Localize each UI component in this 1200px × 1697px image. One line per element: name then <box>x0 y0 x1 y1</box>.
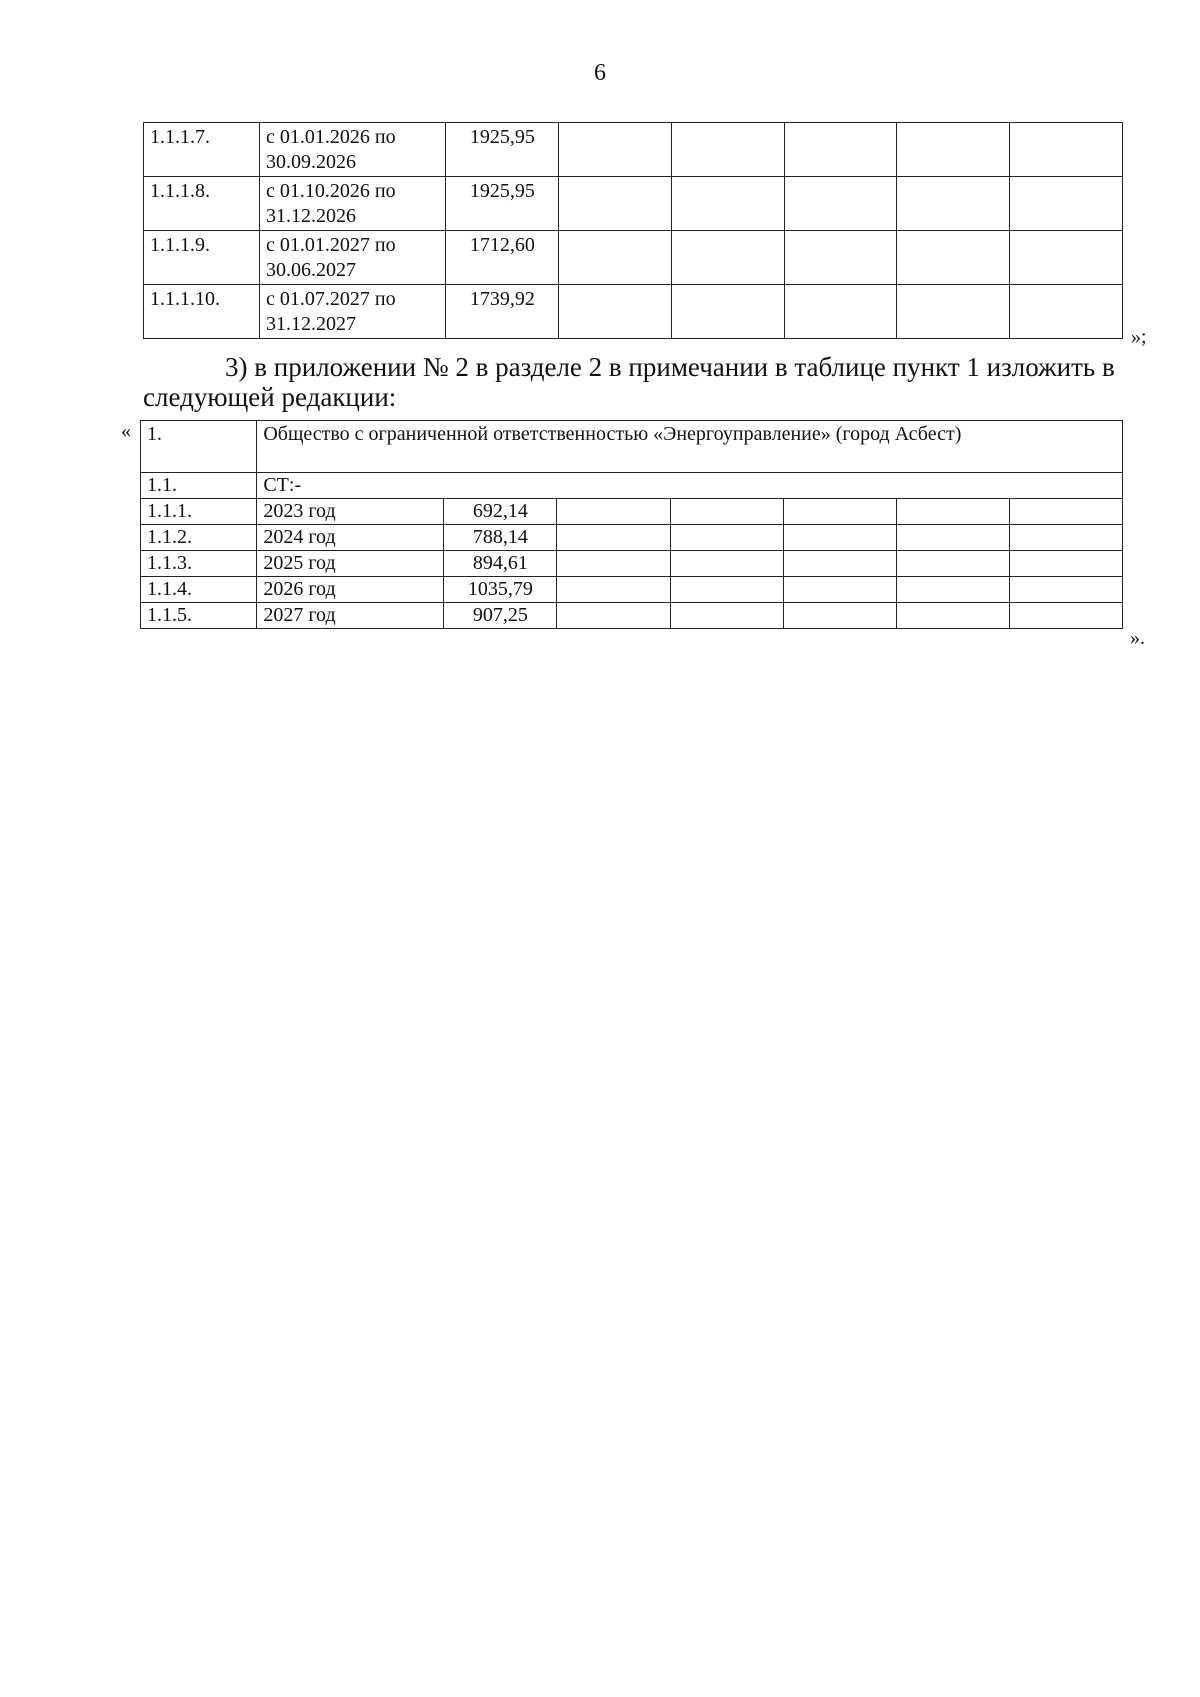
tariff-value: 1925,95 <box>446 177 559 231</box>
empty-cell <box>784 123 897 177</box>
tariff-value: 1739,92 <box>446 285 559 339</box>
empty-cell <box>557 603 670 629</box>
tariff-value: 1712,60 <box>446 231 559 285</box>
empty-cell <box>557 551 670 577</box>
empty-cell <box>559 123 672 177</box>
amendment-paragraph <box>143 352 1163 412</box>
empty-cell <box>559 285 672 339</box>
empty-cell <box>671 285 784 339</box>
empty-cell <box>1009 577 1122 603</box>
empty-cell <box>783 499 896 525</box>
period-start: с 01.10.2026 по <box>266 180 396 202</box>
empty-cell <box>557 525 670 551</box>
empty-cell <box>784 177 897 231</box>
amendment-text: 3) в приложении № 2 в разделе 2 в примечании в таблице пункт 1 изложить в следующей редакции: <box>143 352 1115 412</box>
row-number: 1.1.1.8. <box>144 177 260 231</box>
empty-cell <box>896 525 1009 551</box>
closing-quote-2: ». <box>1130 627 1145 649</box>
table-row <box>144 231 1123 285</box>
empty-cell <box>1009 551 1122 577</box>
tariff-value: 907,25 <box>444 603 557 629</box>
empty-cell <box>670 551 783 577</box>
empty-cell <box>1009 603 1122 629</box>
period-start: с 01.07.2027 по <box>266 288 396 310</box>
empty-cell <box>671 123 784 177</box>
empty-cell <box>1009 499 1122 525</box>
table-row <box>141 551 1123 577</box>
period-cell <box>260 123 446 177</box>
row-number: 1.1.1.10. <box>144 285 260 339</box>
empty-cell <box>897 123 1010 177</box>
empty-cell <box>784 231 897 285</box>
sub-number: 1.1. <box>141 473 257 499</box>
empty-cell <box>559 177 672 231</box>
empty-cell <box>670 603 783 629</box>
period-end: 31.12.2027 <box>266 313 356 335</box>
page-number: 6 <box>594 60 606 86</box>
empty-cell <box>897 177 1010 231</box>
empty-cell <box>784 285 897 339</box>
empty-cell <box>671 177 784 231</box>
tariff-value: 692,14 <box>444 499 557 525</box>
org-name: Общество с ограниченной ответственностью «Энергоуправление» (город Асбест) <box>257 421 1123 473</box>
empty-cell <box>1010 177 1123 231</box>
period-end: 30.09.2026 <box>266 151 356 173</box>
sub-label: СТ:- <box>257 473 1123 499</box>
tariff-value: 1925,95 <box>446 123 559 177</box>
empty-cell <box>896 499 1009 525</box>
table-row <box>144 123 1123 177</box>
empty-cell <box>1009 525 1122 551</box>
table-row <box>141 421 1123 473</box>
empty-cell <box>783 603 896 629</box>
tariff-value: 1035,79 <box>444 577 557 603</box>
closing-quote-1: »; <box>1131 326 1147 348</box>
period-start: с 01.01.2027 по <box>266 234 396 256</box>
tariff-value: 788,14 <box>444 525 557 551</box>
year-cell: 2023 год <box>257 499 444 525</box>
empty-cell <box>897 285 1010 339</box>
empty-cell <box>896 577 1009 603</box>
empty-cell <box>1010 285 1123 339</box>
row-number: 1.1.1.7. <box>144 123 260 177</box>
organization-tariff-table <box>140 420 1123 629</box>
empty-cell <box>670 499 783 525</box>
row-number: 1.1.3. <box>141 551 257 577</box>
empty-cell <box>896 551 1009 577</box>
empty-cell <box>897 231 1010 285</box>
empty-cell <box>783 525 896 551</box>
row-number: 1.1.2. <box>141 525 257 551</box>
year-cell: 2025 год <box>257 551 444 577</box>
empty-cell <box>783 577 896 603</box>
row-number: 1.1.4. <box>141 577 257 603</box>
empty-cell <box>670 525 783 551</box>
table-row <box>141 525 1123 551</box>
tariff-periods-table <box>143 122 1123 339</box>
table-row <box>141 499 1123 525</box>
empty-cell <box>783 551 896 577</box>
row-number: 1.1.1. <box>141 499 257 525</box>
year-cell: 2024 год <box>257 525 444 551</box>
empty-cell <box>896 603 1009 629</box>
table-row <box>144 285 1123 339</box>
empty-cell <box>1010 231 1123 285</box>
table-row <box>144 177 1123 231</box>
row-number: 1.1.5. <box>141 603 257 629</box>
empty-cell <box>1010 123 1123 177</box>
opening-quote: « <box>121 420 131 442</box>
period-end: 31.12.2026 <box>266 205 356 227</box>
year-cell: 2027 год <box>257 603 444 629</box>
empty-cell <box>557 577 670 603</box>
org-number: 1. <box>141 421 257 473</box>
empty-cell <box>671 231 784 285</box>
period-cell <box>260 285 446 339</box>
table-row <box>141 603 1123 629</box>
period-start: с 01.01.2026 по <box>266 126 396 148</box>
period-cell <box>260 231 446 285</box>
empty-cell <box>670 577 783 603</box>
table-row <box>141 473 1123 499</box>
empty-cell <box>557 499 670 525</box>
table-row <box>141 577 1123 603</box>
tariff-value: 894,61 <box>444 551 557 577</box>
period-cell <box>260 177 446 231</box>
year-cell: 2026 год <box>257 577 444 603</box>
period-end: 30.06.2027 <box>266 259 356 281</box>
empty-cell <box>559 231 672 285</box>
row-number: 1.1.1.9. <box>144 231 260 285</box>
